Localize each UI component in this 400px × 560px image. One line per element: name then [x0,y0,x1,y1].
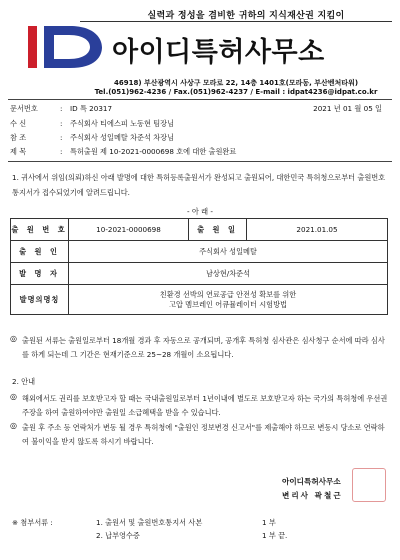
subject: 특허출원 제 10-2021-0000698 호에 대한 출원완료 [70,147,237,156]
doc-number-label: 문서번호 [10,104,38,113]
section-heading: 2. 안내 [12,377,36,386]
applicant-label: 출 원 인 [11,241,69,263]
cc-row: 참 조 : 주식회사 성일메탈 차준석 차장님 [10,133,175,142]
contact-line: Tel.(051)962-4236 / Fax.(051)962-4237 / E-mail : idpat4236@idpat.co.kr [94,88,378,96]
bullet-icon: ◎ [10,392,17,401]
attachments-label: ※ 첨부서류 : [12,518,53,527]
slogan: 실력과 정성을 겸비한 귀하의 지식재산권 지킴이 [147,11,345,21]
attachment-count: 1 부 끝. [262,531,288,540]
app-number: 10-2021-0000698 [69,219,189,241]
recipient-row: 수 신 : 주식회사 티에스피 노동현 팀장님 [10,119,175,128]
seal-stamp-icon [352,468,386,502]
inventor: 남상현/차준석 [69,263,388,285]
attachment-item: 2. 납부영수증 [96,531,140,540]
header-divider [80,21,392,22]
applicant: 주식회사 성일메탈 [69,241,388,263]
cc-label: 참 조 [10,133,27,142]
invention-title-line: 친환경 선박의 연료공급 안전성 확보를 위한 [159,289,297,299]
divider [8,161,392,162]
note-address-change: 출원 후 주소 등 연락처가 변동 될 경우 특허청에 "출원인 정보변경 신고서"를 제출해야 하므로 변동시 당소로 연락하여 불이익을 받지 않도록 하시기 바랍니다. [22,423,385,446]
firm-name: 아이디특허사무소 [112,37,325,68]
invention-title [69,285,388,315]
title-label: 발명의명칭 [11,285,69,315]
recipient: 주식회사 티에스피 노동현 팀장님 [70,119,175,128]
invention-title-line: 고압 멤브레인 어큐뮬레이터 시험방법 [169,299,287,309]
attachment-item: 1. 출원서 및 출원번호통지서 사본 [96,518,203,527]
divider [8,99,392,100]
recipient-label: 수 신 [10,119,27,128]
attachment-count: 1 부 [262,518,276,527]
firm-logo-icon [22,22,112,72]
cc: 주식회사 성일메탈 차준석 차장님 [70,133,175,142]
doc-date: 2021 년 01 월 05 일 [313,104,382,113]
table-row [11,285,388,315]
subject-label: 제 목 [10,147,27,156]
section-marker: - 아 래 - [187,207,213,216]
intro-paragraph: 1. 귀사에서 위임(의뢰)하신 아래 발명에 대한 특허등록출원서가 완성되고 출원되어, 대한민국 특허청으로부터 출원번호 통지서가 접수되었기에 알려드립니다. [12,173,386,197]
table-row [11,241,388,263]
signature-firm: 아이디특허사무소 [282,477,341,486]
note-priority: 해외에서도 권리를 보호받고자 할 때는 국내출원일로부터 1년이내에 별도로 보호받고자 하는 국가의 특허청에 우선권주장을 하여 출원하여야만 출원일 소급혜택을 받을 수 있습니다. [22,394,388,417]
application-table [10,218,388,315]
table-row [11,219,388,241]
app-date-label: 출 원 일 [189,219,247,241]
bullet-icon: ◎ [10,334,17,343]
signature-attorney: 변리사 곽철근 [282,491,343,500]
doc-number: ID 특 20317 [70,104,113,113]
note-publication: 출원된 서류는 출원일로부터 18개월 경과 후 자동으로 공개되며, 공개후 특허청 심사관은 심사청구 순서에 따라 심사를 하게 되는데 그 기간은 현재기준으로 25~28 개월이 소요됩니다. [22,336,385,359]
doc-number-row: 문서번호 : ID 특 20317 [10,104,113,113]
app-number-label: 출 원 번 호 [11,219,69,241]
inventor-label: 발 명 자 [11,263,69,285]
table-row [11,263,388,285]
address-line: 46918) 부산광역시 사상구 모라로 22, 14층 1401호(모라동, 부산벤처타워) [113,79,359,87]
app-date: 2021.01.05 [247,219,388,241]
bullet-icon: ◎ [10,421,17,430]
subject-row: 제 목 : 특허출원 제 10-2021-0000698 호에 대한 출원완료 [10,147,237,156]
